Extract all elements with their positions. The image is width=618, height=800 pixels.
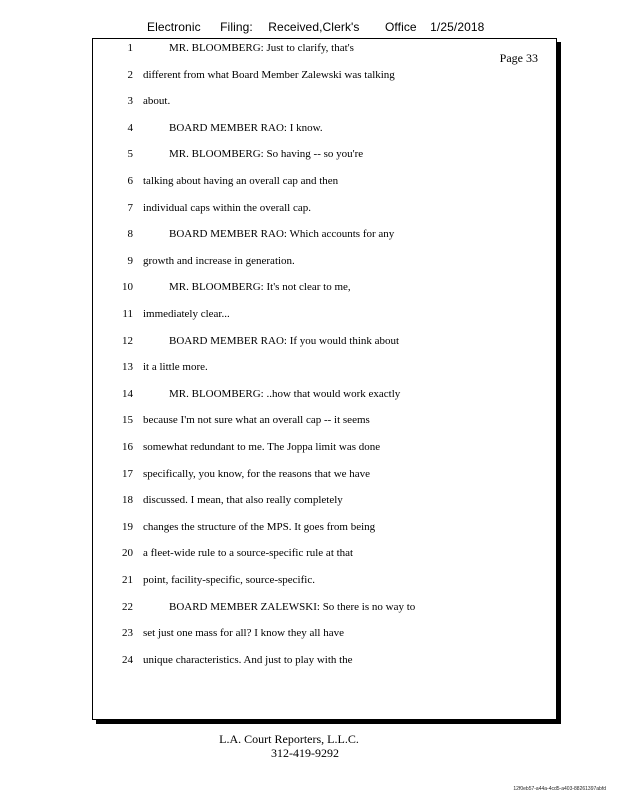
line-text: MR. BLOOMBERG: Just to clarify, that's — [169, 42, 354, 54]
footer — [0, 732, 618, 760]
filing-header-electronic: Electronic — [147, 20, 201, 34]
line-text: talking about having an overall cap and then — [143, 175, 339, 187]
transcript-line — [93, 279, 553, 295]
line-number: 18 — [122, 494, 133, 507]
transcript-line — [93, 333, 553, 349]
line-text: individual caps within the overall cap. — [143, 201, 312, 214]
page-number: Page 33 — [499, 51, 538, 65]
line-text: growth and increase in generation. — [143, 254, 295, 267]
transcript-line — [93, 40, 553, 56]
line-text: BOARD MEMBER RAO: I know. — [169, 121, 323, 134]
transcript-line — [93, 466, 553, 482]
transcript-line — [93, 173, 553, 189]
line-number: 23 — [122, 627, 133, 640]
line-number: 1 — [127, 42, 133, 54]
line-number: 20 — [122, 547, 133, 560]
line-text: changes the structure of the MPS. It goes from being — [143, 520, 376, 533]
line-number: 9 — [127, 254, 133, 267]
transcript-line — [93, 545, 553, 561]
line-text: discussed. I mean, that also really completely — [143, 494, 343, 507]
line-text: set just one mass for all? I know they all have — [143, 627, 345, 640]
line-text: about. — [143, 95, 171, 108]
transcript-line — [93, 120, 553, 136]
footer-company: L.A. Court Reporters, L.L.C. — [219, 732, 359, 746]
transcript-line — [93, 412, 553, 428]
transcript-line — [93, 226, 553, 242]
line-text: BOARD MEMBER RAO: If you would think about — [169, 334, 400, 347]
filing-header — [147, 20, 484, 34]
line-number: 14 — [122, 387, 133, 400]
transcript-line — [93, 625, 553, 641]
line-text: BOARD MEMBER ZALEWSKI: So there is no way to — [169, 600, 416, 613]
line-text: it a little more. — [143, 361, 208, 374]
line-text: unique characteristics. And just to play with the — [143, 653, 353, 666]
transcript-line — [93, 306, 553, 322]
line-number: 8 — [127, 228, 133, 241]
line-text: immediately clear... — [143, 308, 230, 320]
line-number: 15 — [122, 414, 133, 427]
transcript-line — [93, 439, 553, 455]
line-number: 21 — [122, 574, 133, 586]
line-number: 10 — [122, 281, 133, 294]
line-number: 24 — [122, 653, 133, 666]
line-number: 6 — [127, 175, 133, 187]
line-number: 7 — [127, 201, 133, 214]
line-text: MR. BLOOMBERG: ..how that would work exactly — [169, 387, 401, 400]
line-number: 12 — [122, 334, 133, 347]
transcript-line — [93, 200, 553, 216]
line-text: specifically, you know, for the reasons that we have — [143, 467, 371, 480]
line-number: 11 — [122, 308, 133, 320]
filing-header-date: 1/25/2018 — [430, 20, 485, 34]
line-text: MR. BLOOMBERG: It's not clear to me, — [169, 281, 351, 294]
transcript-line — [93, 93, 553, 109]
line-text: different from what Board Member Zalewski was talking — [143, 68, 395, 81]
transcript-line — [93, 652, 553, 668]
transcript-line — [93, 519, 553, 535]
line-text: point, facility-specific, source-specific. — [143, 574, 315, 586]
line-text: MR. BLOOMBERG: So having -- so you're — [169, 148, 364, 161]
document-hash: 12f0eb57-a44a-4cd5-a403-88261397abfd — [513, 786, 606, 792]
line-number: 2 — [127, 68, 133, 81]
transcript-line — [93, 599, 553, 615]
footer-phone: 312-419-9292 — [271, 746, 339, 760]
transcript-line — [93, 67, 553, 83]
transcript-line — [93, 253, 553, 269]
line-text: a fleet-wide rule to a source-specific rule at that — [143, 547, 354, 560]
filing-header-office: Office — [384, 20, 417, 34]
transcript-page — [92, 38, 557, 720]
filing-header-filing: Filing: — [220, 20, 253, 34]
line-number: 4 — [127, 121, 133, 134]
line-text: BOARD MEMBER RAO: Which accounts for any — [169, 228, 395, 241]
transcript-line — [93, 359, 553, 375]
line-number: 16 — [122, 441, 133, 453]
transcript-line — [93, 146, 553, 162]
transcript-line — [93, 572, 553, 588]
line-number: 13 — [122, 361, 133, 374]
line-number: 5 — [127, 148, 133, 161]
line-number: 19 — [122, 520, 133, 533]
filing-header-received: Received,Clerk's — [268, 20, 360, 34]
line-number: 22 — [122, 600, 133, 613]
line-text: somewhat redundant to me. The Joppa limit was done — [143, 441, 381, 453]
line-number: 17 — [122, 467, 133, 480]
transcript-line — [93, 492, 553, 508]
transcript-line — [93, 386, 553, 402]
line-number: 3 — [127, 95, 133, 108]
line-text: because I'm not sure what an overall cap -- it seems — [143, 414, 370, 427]
